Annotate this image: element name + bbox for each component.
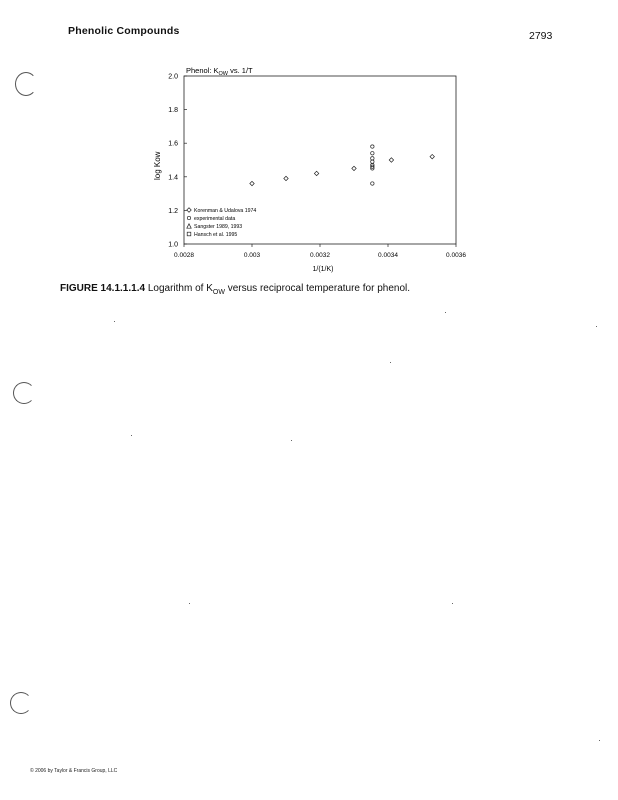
data-point (314, 171, 318, 175)
binder-hole-mark (10, 692, 32, 714)
scan-speck (445, 312, 446, 313)
x-tick-label: 0.0028 (174, 252, 194, 259)
legend-marker (187, 224, 191, 228)
x-tick-label: 0.0032 (310, 252, 330, 259)
binder-hole-mark (15, 72, 37, 96)
binder-hole-mark (13, 382, 35, 404)
data-point (371, 145, 374, 148)
legend-entry: experimental data (194, 216, 236, 222)
data-point (250, 181, 254, 185)
copyright-footer: © 2006 by Taylor & Francis Group, LLC (30, 768, 118, 774)
data-point (371, 152, 374, 155)
figure-caption (60, 282, 560, 299)
scan-speck (599, 740, 600, 741)
page-number: 2793 (529, 30, 553, 42)
figure-label: FIGURE 14.1.1.1.4 (60, 283, 146, 294)
running-head: Phenolic Compounds (68, 25, 180, 37)
data-point (371, 182, 374, 185)
y-tick-label: 1.6 (168, 140, 178, 148)
scan-speck (291, 440, 292, 441)
scan-speck (131, 435, 132, 436)
data-point (389, 158, 393, 162)
caption-text: Logarithm of $K_{OW}$ versus reciprocal temperature for phenol. (147, 283, 411, 296)
scan-speck (452, 603, 453, 604)
data-point (430, 154, 434, 158)
y-axis-label: log Kow (153, 151, 162, 180)
legend-marker (187, 208, 191, 212)
y-tick-label: 2.0 (168, 73, 178, 81)
y-tick-label: 1.8 (168, 107, 178, 115)
legend-marker (187, 232, 191, 236)
y-tick-label: 1.2 (168, 207, 178, 215)
data-point (371, 160, 374, 163)
data-point (352, 166, 356, 170)
x-tick-label: 0.003 (243, 252, 261, 259)
scan-speck (390, 362, 391, 363)
legend (187, 208, 257, 238)
legend-marker (187, 216, 190, 219)
x-axis-label: 1/(1/K) (312, 266, 334, 273)
y-tick-label: 1.4 (168, 174, 178, 182)
scan-speck (189, 603, 190, 604)
x-tick-label: 0.0036 (446, 252, 466, 259)
x-tick-label: 0.0034 (378, 252, 398, 259)
data-points (250, 145, 435, 186)
scan-speck (596, 326, 597, 327)
legend-entry: Sangster 1989, 1993 (194, 224, 243, 230)
chart-title: Phenol: $K_{OW}$ vs. 1/T (186, 66, 253, 77)
data-point (371, 157, 374, 160)
legend-entry: Korenman & Udalova 1974 (194, 208, 257, 214)
scan-speck (114, 321, 115, 322)
legend-entry: Hansch et al. 1995 (194, 232, 238, 238)
y-tick-label: 1.0 (168, 241, 178, 249)
data-point (284, 176, 288, 180)
